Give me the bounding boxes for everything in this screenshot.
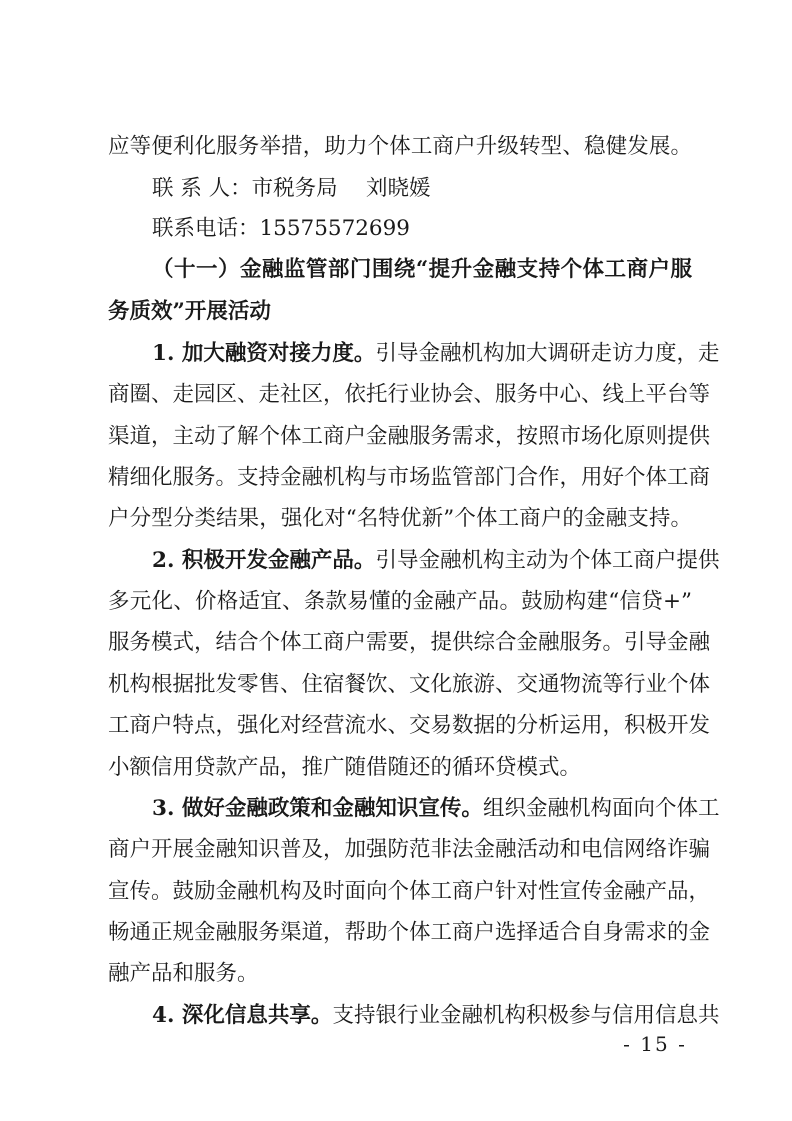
section-heading-continued: 务质效”开展活动 — [108, 299, 271, 324]
body-text-line: 商圈、走园区、走社区，依托行业协会、服务中心、线上平台等 — [108, 382, 711, 407]
body-text-line: 户分型分类结果，强化对“名特优新”个体工商户的金融支持。 — [108, 506, 692, 531]
body-text-line: 工商户特点，强化对经营流水、交易数据的分析运用，积极开发 — [108, 713, 711, 738]
paragraph-lead-text: 组织金融机构面向个体工 — [482, 796, 720, 821]
contact-phone-line: 联系电话：15575572699 — [152, 216, 410, 241]
paragraph-lead-title: 3. 做好金融政策和金融知识宣传。 — [152, 796, 483, 821]
body-text-line: 应等便利化服务举措，助力个体工商户升级转型、稳健发展。 — [108, 134, 692, 159]
paragraph-lead-line — [108, 334, 720, 374]
paragraph-lead-title: 1. 加大融资对接力度。 — [152, 341, 376, 366]
body-text-line: 小额信用贷款产品，推广随借随还的循环贷模式。 — [108, 755, 582, 780]
paragraph-lead-line — [108, 541, 720, 581]
body-text-line: 宣传。鼓励金融机构及时面向个体工商户针对性宣传金融产品， — [108, 879, 711, 904]
body-text-line: 渠道，主动了解个体工商户金融服务需求，按照市场化原则提供 — [108, 424, 711, 449]
paragraph-lead-line — [108, 789, 720, 829]
body-text-line: 多元化、价格适宜、条款易懂的金融产品。鼓励构建“信贷+” — [108, 589, 692, 614]
body-text-line: 机构根据批发零售、住宿餐饮、文化旅游、交通物流等行业个体 — [108, 672, 711, 697]
paragraph-lead-text: 引导金融机构加大调研走访力度，走 — [375, 341, 720, 366]
body-text-line: 商户开展金融知识普及，加强防范非法金融活动和电信网络诈骗 — [108, 837, 711, 862]
body-text-line: 服务模式，结合个体工商户需要，提供综合金融服务。引导金融 — [108, 630, 711, 655]
paragraph-lead-title: 2. 积极开发金融产品。 — [152, 548, 376, 573]
page-number: - 15 - — [623, 1032, 687, 1056]
paragraph-lead-title: 4. 深化信息共享。 — [152, 1003, 333, 1028]
body-text-line: 融产品和服务。 — [108, 961, 259, 986]
paragraph-lead-text: 引导金融机构主动为个体工商户提供 — [375, 548, 720, 573]
body-text-line: 精细化服务。支持金融机构与市场监管部门合作，用好个体工商 — [108, 465, 711, 490]
section-heading: （十一）金融监管部门围绕“提升金融支持个体工商户服 — [152, 257, 692, 282]
contact-person-line: 联 系 人：市税务局 刘晓媛 — [152, 176, 431, 201]
paragraph-lead-text: 支持银行业金融机构积极参与信用信息共 — [332, 1003, 720, 1028]
body-text-line: 畅通正规金融服务渠道，帮助个体工商户选择适合自身需求的金 — [108, 920, 711, 945]
paragraph-lead-line — [108, 996, 720, 1036]
